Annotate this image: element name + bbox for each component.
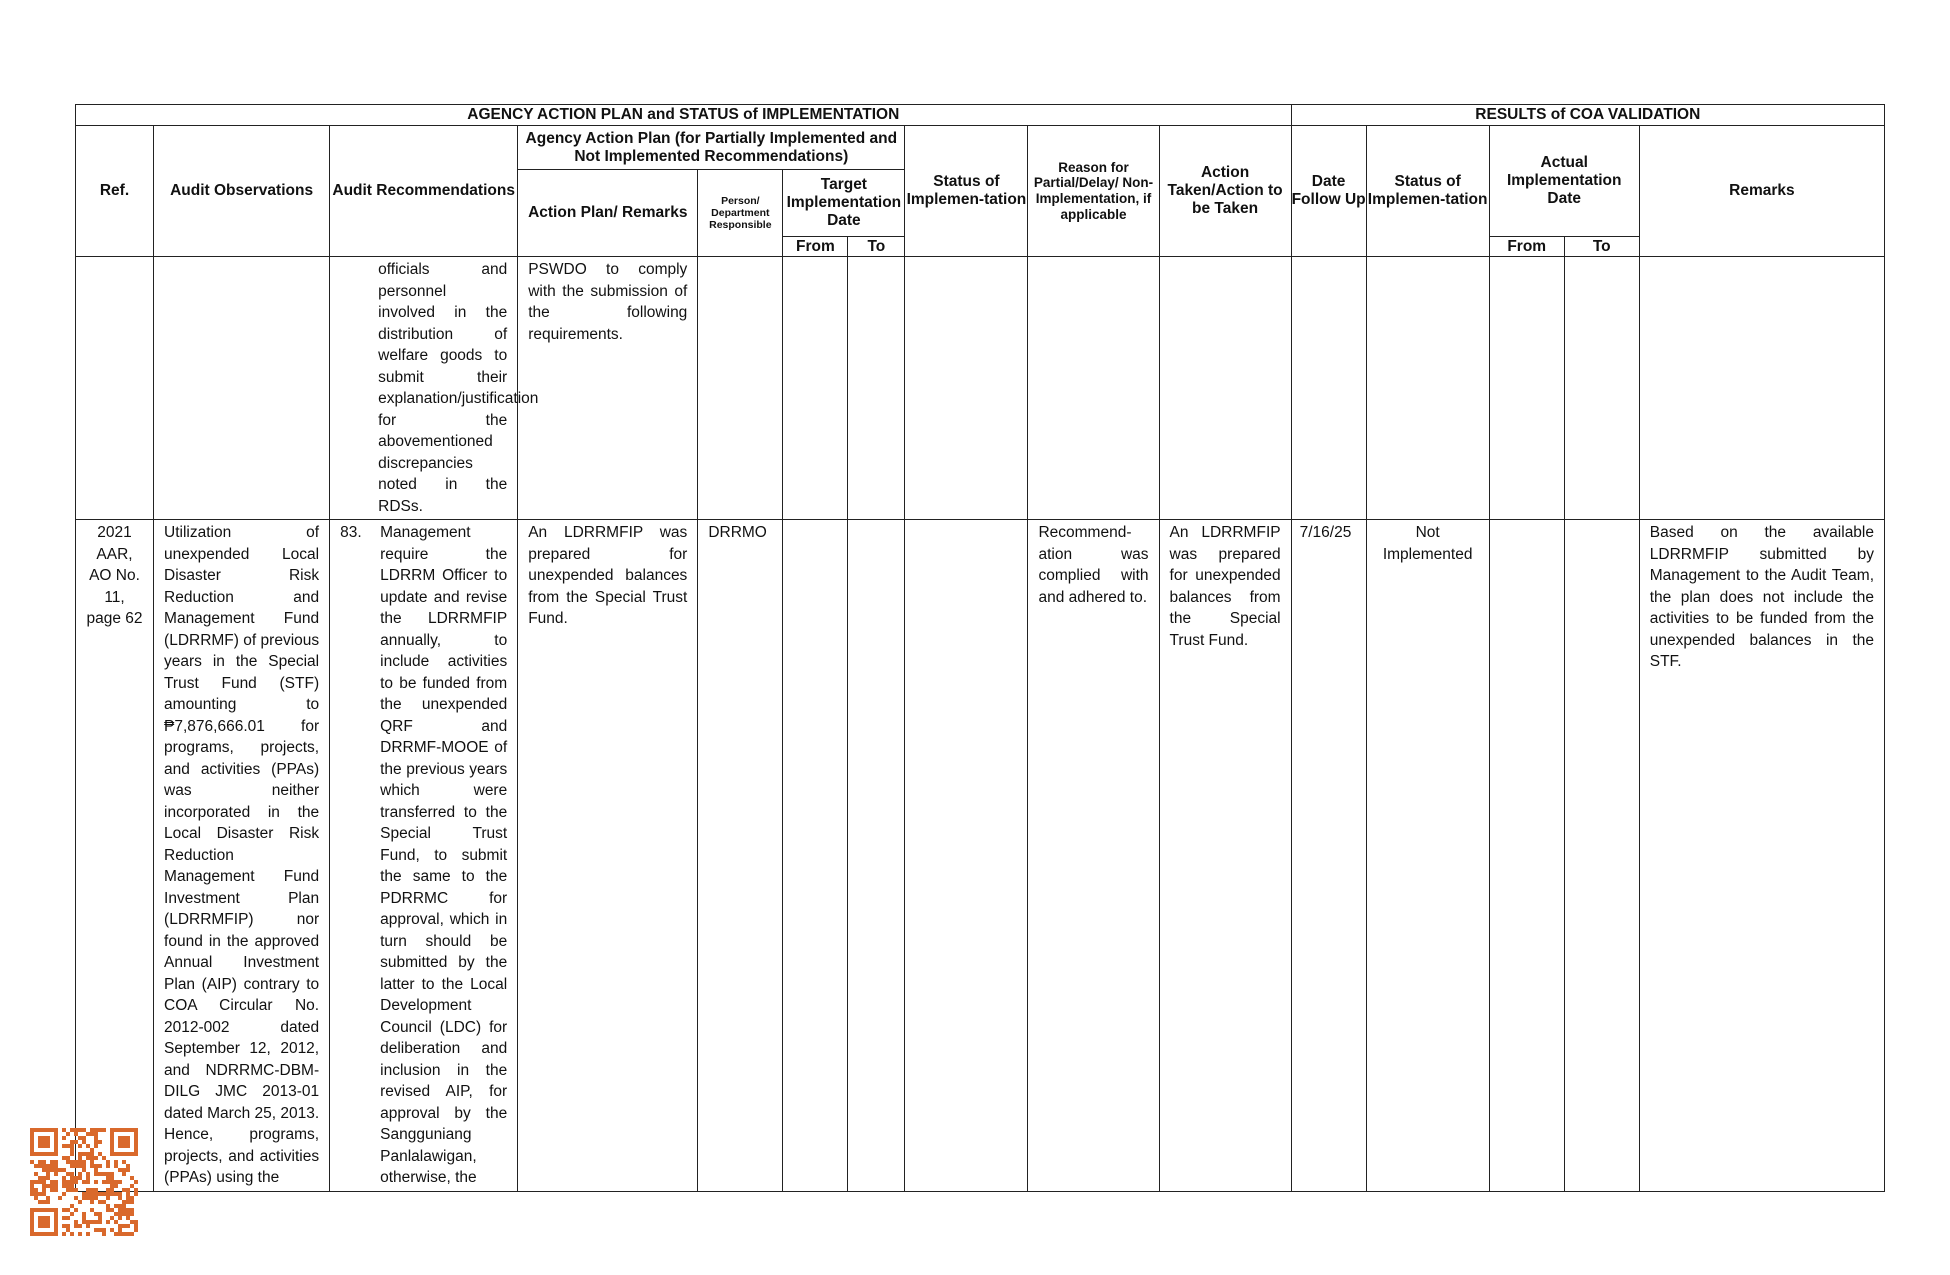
date-follow-cell	[1291, 257, 1366, 520]
col-date-follow-header: Date Follow Up	[1291, 126, 1366, 257]
col-ref-header: Ref.	[76, 126, 154, 257]
col-action-plan-group-header: Agency Action Plan (for Partially Implemented and Not Implemented Recommendations)	[518, 126, 905, 170]
recommendation-text: Management require the LDRRM Officer to update and revise the LDRRMFIP annually, to include activities to be funded from the unexpended QRF and DRRMF-MOOE of the previous years which were transferred to the Special Trust Fund, to submit the same to the PDRRMC for approval, which in turn should be submitted by the latter to the Local Development Council (LDC) for deliberation and inclusion in the revised AIP, for approval by the Sangguniang Panlalawigan, otherwise, the	[380, 524, 508, 1186]
actual-to-cell	[1564, 520, 1639, 1192]
ref-cell	[76, 257, 154, 520]
ref-cell: 2021 AAR, AO No. 11, page 62	[76, 520, 154, 1192]
qr-code-icon	[30, 1128, 138, 1236]
action-plan-cell: An LDRRMFIP was prepared for unexpended balances from the Special Trust Fund.	[518, 520, 698, 1192]
agency-action-plan-heading: AGENCY ACTION PLAN and STATUS of IMPLEMENTATION	[76, 105, 1292, 126]
col-target-to-header: To	[848, 237, 905, 257]
reason-cell: Recommend-ation was complied with and adhered to.	[1028, 520, 1159, 1192]
observation-cell	[154, 257, 330, 520]
col-action-plan-header: Action Plan/ Remarks	[518, 170, 698, 257]
date-follow-cell: 7/16/25	[1291, 520, 1366, 1192]
person-cell	[698, 257, 783, 520]
col-status-coa-header: Status of Implemen-tation	[1366, 126, 1489, 257]
target-to-cell	[848, 520, 905, 1192]
recommendation-cell	[330, 520, 518, 1192]
status-cell	[905, 257, 1028, 520]
status-cell	[905, 520, 1028, 1192]
remarks-cell: Based on the available LDRRMFIP submitted by Management to the Audit Team, the plan does not include the activities to be funded from the unexpended balances in the STF.	[1639, 520, 1884, 1192]
col-actual-to-header: To	[1564, 237, 1639, 257]
col-person-header: Person/ Department Responsible	[698, 170, 783, 257]
col-actual-header: Actual Implementation Date	[1489, 126, 1639, 237]
col-status-header: Status of Implemen-tation	[905, 126, 1028, 257]
col-actual-from-header: From	[1489, 237, 1564, 257]
action-taken-cell	[1159, 257, 1291, 520]
audit-status-table	[75, 104, 1885, 1192]
status-coa-cell	[1366, 257, 1489, 520]
remarks-cell	[1639, 257, 1884, 520]
col-target-header: Target Implementation Date	[783, 170, 905, 237]
recommendation-number: 83.	[340, 524, 362, 541]
coa-validation-heading: RESULTS of COA VALIDATION	[1291, 105, 1884, 126]
table-row	[76, 257, 1885, 520]
target-from-cell	[783, 257, 848, 520]
action-taken-cell: An LDRRMFIP was prepared for unexpended balances from the Special Trust Fund.	[1159, 520, 1291, 1192]
status-coa-cell: Not Implemented	[1366, 520, 1489, 1192]
col-recommendations-header: Audit Recommendations	[330, 126, 518, 257]
target-from-cell	[783, 520, 848, 1192]
table-row	[76, 520, 1885, 1192]
col-target-from-header: From	[783, 237, 848, 257]
col-reason-header: Reason for Partial/Delay/ Non-Implementation, if applicable	[1028, 126, 1159, 257]
recommendation-cell: officials and personnel involved in the distribution of welfare goods to submit their explanation/justification for the abovementioned discrepancies noted in the RDSs.	[330, 257, 518, 520]
action-plan-cell: PSWDO to comply with the submission of the following requirements.	[518, 257, 698, 520]
observation-cell: Utilization of unexpended Local Disaster Risk Reduction and Management Fund (LDRRMF) of previous years in the Special Trust Fund (STF) amounting to ₱7,876,666.01 for programs, projects, and activities (PPAs) was neither incorporated in the Local Disaster Risk Reduction Management Fund Investment Plan (LDRRMFIP) nor found in the approved Annual Investment Plan (AIP) contrary to COA Circular No. 2012-002 dated September 12, 2012, and NDRRMC-DBM-DILG JMC 2013-01 dated March 25, 2013. Hence, programs, projects, and activities (PPAs) using the	[154, 520, 330, 1192]
actual-from-cell	[1489, 257, 1564, 520]
col-action-taken-header: Action Taken/Action to be Taken	[1159, 126, 1291, 257]
actual-from-cell	[1489, 520, 1564, 1192]
actual-to-cell	[1564, 257, 1639, 520]
col-remarks-header: Remarks	[1639, 126, 1884, 257]
target-to-cell	[848, 257, 905, 520]
person-cell: DRRMO	[698, 520, 783, 1192]
col-observations-header: Audit Observations	[154, 126, 330, 257]
reason-cell	[1028, 257, 1159, 520]
